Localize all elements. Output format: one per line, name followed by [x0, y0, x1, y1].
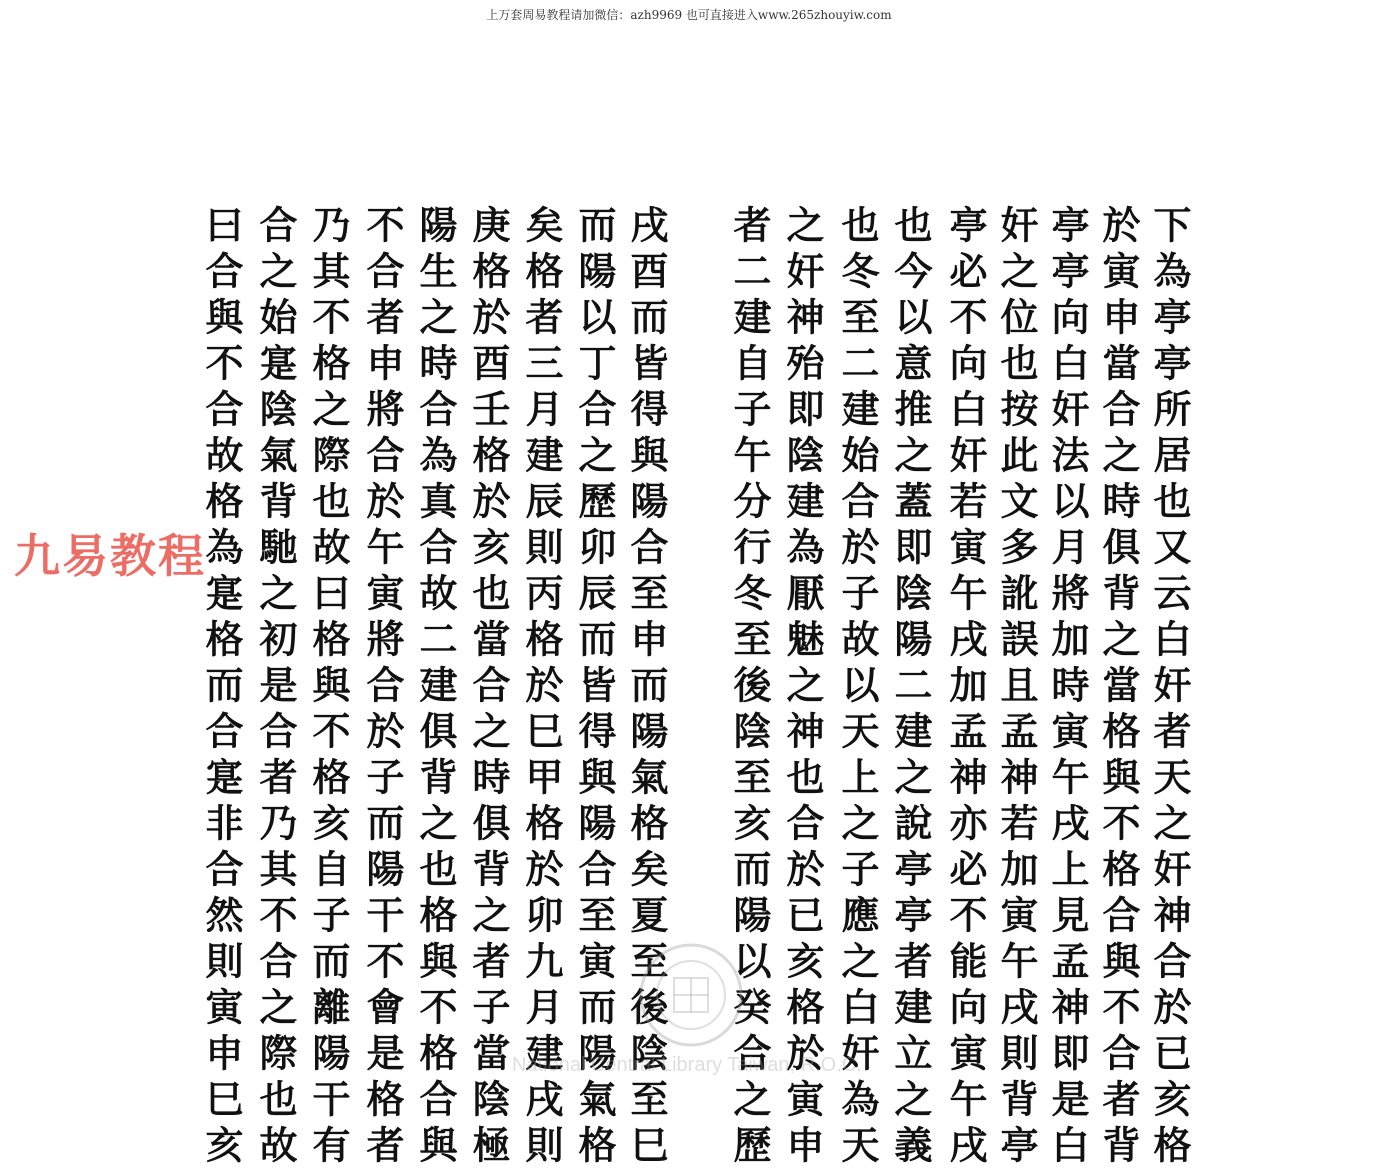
library-seal-icon	[636, 940, 746, 1050]
text-column: 也今以意推之蓋即陰陽二建之說亭亭者建立之義	[888, 205, 933, 1171]
text-column: 戌酉而皆得與陽合至申而陽氣格矣夏至後陰至巳	[624, 205, 669, 1171]
text-column: 奸之位也按此文多訛誤且孟神若加寅午戌則背亭	[994, 205, 1039, 1171]
text-column: 者二建自子午分行冬至後陰至亥而陽以癸合之歷	[727, 205, 772, 1171]
text-column: 亭必不向白奸若寅午戌加孟神亦必不能向寅午戌	[943, 205, 988, 1171]
text-column: 不合者申將合於午寅將合於子而陽干不會是格者	[360, 205, 405, 1171]
text-column: 合之始寔陰氣背馳之初是合者乃其不合之際也故	[253, 205, 298, 1171]
text-column: 之奸神殆即陰建為厭魅之神也合於已亥格於寅申	[780, 205, 825, 1171]
header-notice: 上万套周易教程请加微信：azh9969 也可直接进入www.265zhouyiw.com	[486, 8, 892, 22]
text-column: 於寅申當合之時俱背之當格與不格合與不合者背	[1096, 205, 1141, 1171]
library-caption: National Central Library Taiwan, R.O.C.	[512, 1054, 862, 1076]
text-column: 庚格於酉壬格於亥也當合之時俱背之者子當陰極	[466, 205, 511, 1171]
text-column: 曰合與不合故格為寔格而合寔非合然則寅申巳亥	[199, 205, 244, 1171]
site-watermark: 九易教程	[14, 529, 206, 583]
text-column: 陽生之時合為真合故二建俱背之也格與不格合與	[413, 205, 458, 1171]
text-column: 乃其不格之際也故曰格與不格亥自子而離陽干有	[306, 205, 351, 1171]
text-column: 亭亭向白奸法以月將加時寅午戌上見孟神即是白	[1045, 205, 1090, 1171]
text-column: 下為亭亭所居也又云白奸者天之奸神合於已亥格	[1147, 205, 1192, 1171]
text-column: 也冬至二建始合於子故以天上之子應之白奸為天	[835, 205, 880, 1171]
text-column: 矣格者三月建辰則丙格於巳甲格於卯九月建戌則	[519, 205, 564, 1171]
text-column: 而陽以丁合之歷卯辰而皆得與陽合至寅而陽氣格	[572, 205, 617, 1171]
